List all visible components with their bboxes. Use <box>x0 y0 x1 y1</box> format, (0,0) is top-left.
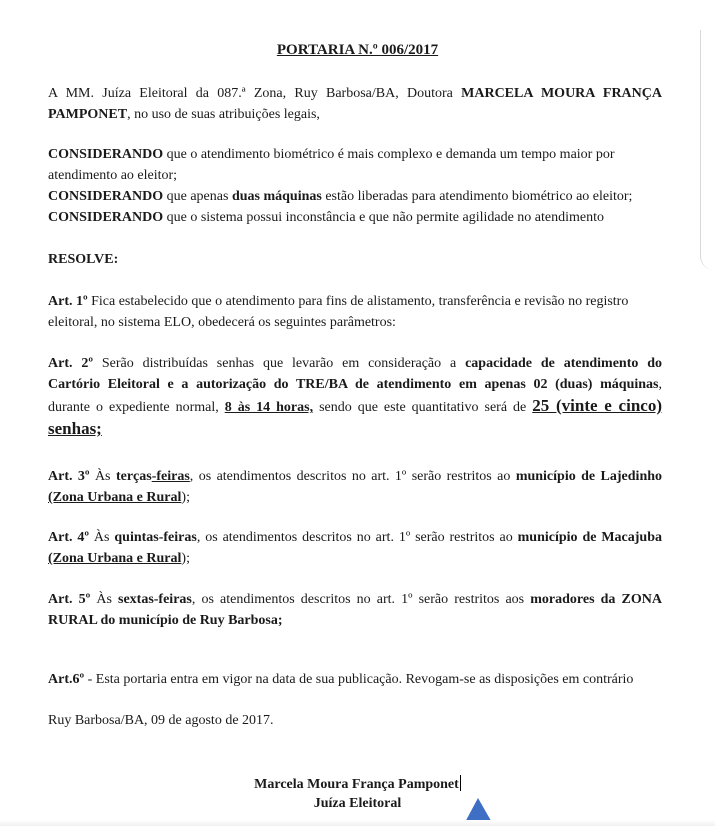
considerando-block: CONSIDERANDO que o atendimento biométrico é mais complexo e demanda um tempo maior por atendimento ao eleitor; CONSIDERANDO que apenas duas máquinas estão liberadas para atendimento biométrico ao eleitor; CONSIDERANDO que o sistema possui inconstância e que não permite agilidade no atendimento <box>48 144 662 228</box>
signature-role: Juíza Eleitoral <box>313 796 402 811</box>
document-title: PORTARIA N.º 006/2017 <box>276 42 439 58</box>
art5-paragraph: Art. 5º Às sextas-feiras, os atendimentos descritos no art. 1º serão restritos aos moradores da ZONA RURAL do município de Ruy Barbosa; <box>48 592 662 628</box>
art4-paragraph: Art. 4º Às quintas-feiras, os atendimentos descritos no art. 1º serão restritos ao município de Macajuba (Zona Urbana e Rural); <box>48 530 663 566</box>
hours-text: 8 às 14 horas, <box>224 400 314 415</box>
considerando-1: CONSIDERANDO que o atendimento biométrico é mais complexo e demanda um tempo maior por <box>48 147 615 162</box>
signature-name: Marcela Moura França Pamponet <box>254 777 459 792</box>
art3-paragraph: Art. 3º Às terças-feiras, os atendimentos descritos no art. 1º serão restritos ao município de Lajedinho (Zona Urbana e Rural); <box>48 469 663 505</box>
art6-paragraph: Art.6º - Esta portaria entra em vigor na data de sua publicação. Revogam-se as disposições em contrário <box>48 672 634 687</box>
judge-name: MARCELA MOURA FRANÇA <box>461 86 662 101</box>
art2-paragraph: Art. 2º Serão distribuídas senhas que levarão em consideração a capacidade de atendimento do Cartório Eleitoral e a autorização do TRE/BA de atendimento em apenas 02 (duas) máquinas, durante o expediente normal, 8 às 14 horas, sendo que este quantitativo será de 25 (vinte e cinco) senhas; <box>48 356 663 438</box>
bottom-edge <box>0 820 715 826</box>
quantity-text: 25 (vinte e cinco) <box>532 396 662 415</box>
resolve-heading: RESOLVE: <box>48 252 119 267</box>
art1-paragraph: Art. 1º Fica estabelecido que o atendimento para fins de alistamento, transferência e revisão no registro eleitoral, no sistema ELO, obedecerá os seguintes parâmetros: <box>48 294 629 330</box>
page-edge-shadow <box>700 30 715 270</box>
considerando-3: CONSIDERANDO que o sistema possui inconstância e que não permite agilidade no atendimento <box>48 210 605 225</box>
intro-paragraph: A MM. Juíza Eleitoral da 087.ª Zona, Ruy Barbosa/BA, Doutora MARCELA MOURA FRANÇA PAMPONET, no uso de suas atribuições legais, <box>48 86 662 122</box>
considerando-2: CONSIDERANDO que apenas duas máquinas estão liberadas para atendimento biométrico ao eleitor; <box>48 189 633 204</box>
place-date: Ruy Barbosa/BA, 09 de agosto de 2017. <box>48 713 274 728</box>
text-cursor <box>460 775 461 791</box>
